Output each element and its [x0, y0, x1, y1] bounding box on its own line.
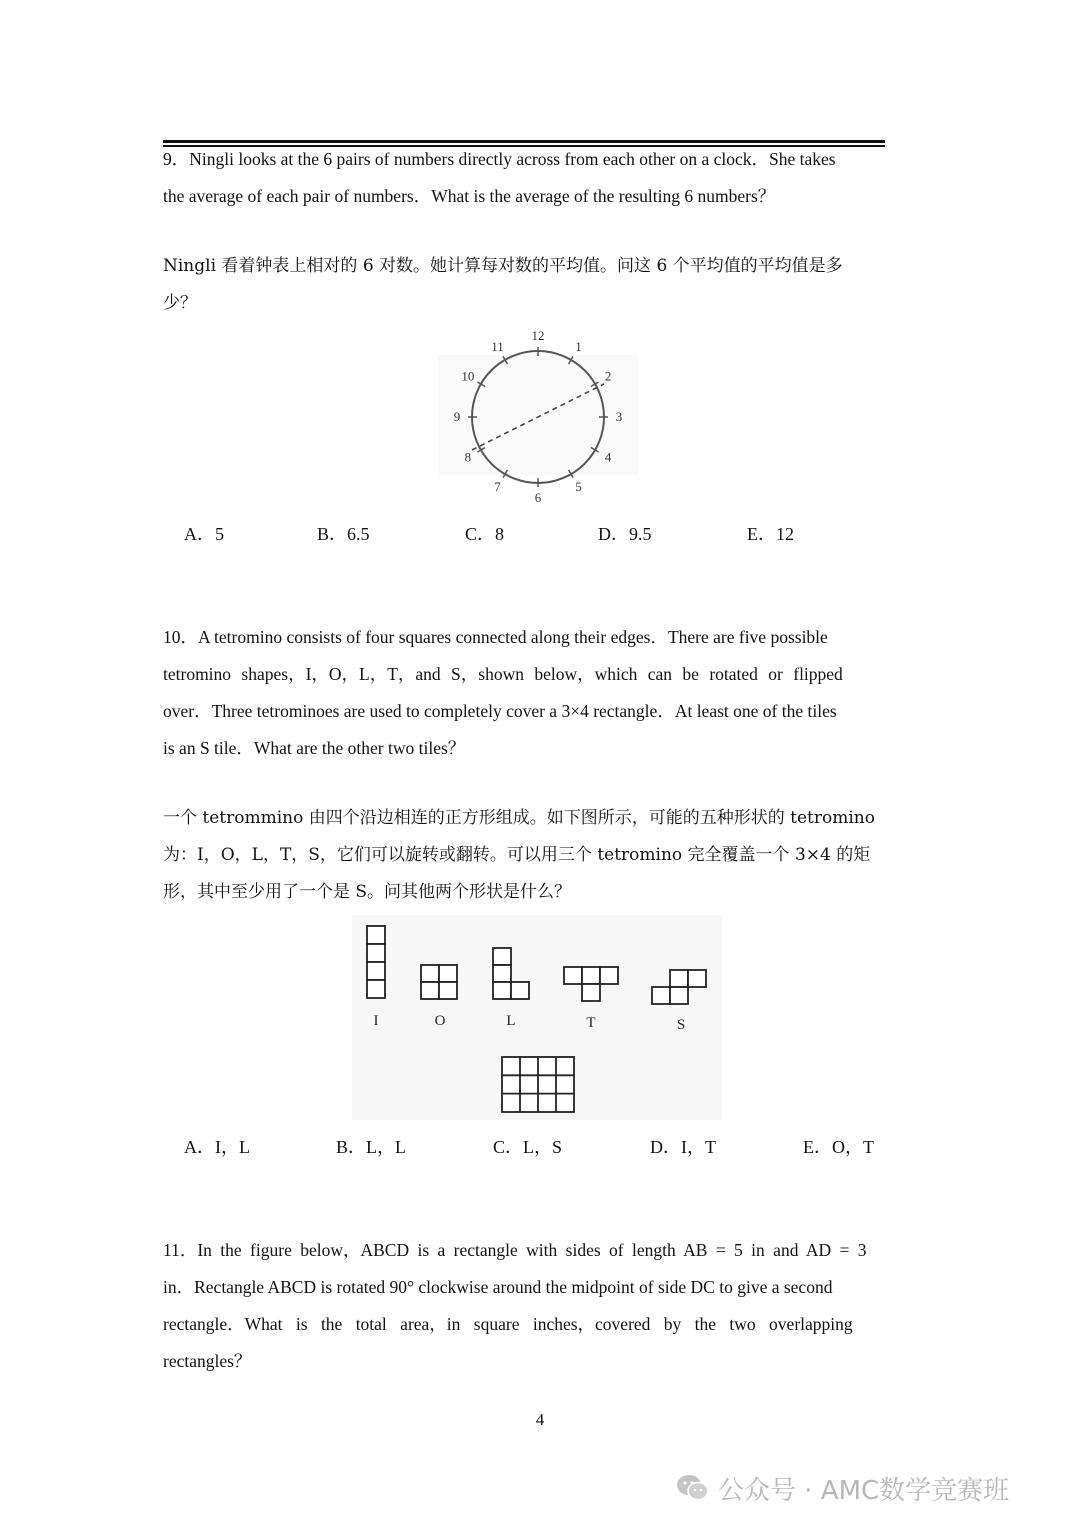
label-s: S: [676, 1017, 686, 1033]
choice-d[interactable]: D．I，T: [650, 1137, 716, 1157]
q9-english: [163, 141, 917, 215]
label-o: O: [434, 1013, 446, 1029]
q10-en-line: over．Three tetrominoes are used to completely cover a 3×4 rectangle．At least one of the tiles: [163, 701, 837, 721]
wechat-icon: [676, 1473, 710, 1503]
choice-e[interactable]: E．12: [747, 524, 794, 544]
q11-en-line: 11．In the figure below，ABCD is a rectangle with sides of length AB = 5 in and AD = 3: [163, 1240, 867, 1260]
q11-en-line: rectangles？: [163, 1351, 252, 1371]
q11-english: [163, 1232, 917, 1380]
q9-en-line: the average of each pair of numbers．What is the average of the resulting 6 numbers？: [163, 186, 776, 206]
choice-c[interactable]: C．L，S: [493, 1137, 563, 1157]
q10-zh-line: 形，其中至少用了一个是 S。问其他两个形状是什么？: [163, 882, 572, 902]
choice-c[interactable]: C．8: [465, 524, 505, 544]
clock-number: 5: [575, 479, 582, 495]
q10-zh-line: 为：I，O，L，T，S，它们可以旋转或翻转。可以用三个 tetromino 完全覆盖一个 3×4 的矩: [163, 845, 871, 865]
choice-e[interactable]: E．O，T: [803, 1137, 874, 1157]
clock-number: 12: [531, 328, 545, 343]
watermark-text: 公众号 · AMC数学竞赛班: [718, 1475, 1010, 1506]
label-l: L: [506, 1013, 516, 1029]
clock-number: 11: [491, 338, 504, 354]
tetromino-i: [367, 926, 385, 998]
q9-zh-line: 少？: [163, 293, 197, 313]
tetromino-figure: [352, 915, 722, 1120]
clock-number: 9: [453, 409, 461, 424]
clock-number: 1: [575, 338, 582, 354]
clock-number: 8: [464, 449, 472, 465]
choice-d[interactable]: D．9.5: [598, 524, 652, 544]
clock-figure: [428, 325, 648, 505]
choice-a[interactable]: A．I，L: [184, 1137, 250, 1157]
clock-number: 4: [604, 449, 612, 465]
label-i: I: [373, 1013, 379, 1029]
choice-b[interactable]: B．L，L: [336, 1137, 406, 1157]
q10-chinese: [163, 800, 917, 911]
label-t: T: [586, 1015, 596, 1031]
tetromino-o: [421, 965, 457, 999]
q10-english: [163, 619, 917, 767]
q10-en-line: tetromino shapes，I，O，L，T，and S，shown below，which can be rotated or flipped: [163, 664, 843, 684]
choice-a[interactable]: A．5: [184, 524, 224, 544]
watermark: [676, 1468, 1009, 1508]
rectangle-3x4: [502, 1057, 574, 1112]
clock-number: 3: [615, 409, 623, 424]
q10-en-line: 10．A tetromino consists of four squares connected along their edges．There are five possible: [163, 627, 828, 647]
clock-number: 10: [461, 368, 475, 384]
q11-en-line: in．Rectangle ABCD is rotated 90° clockwise around the midpoint of side DC to give a second: [163, 1277, 833, 1297]
clock-number: 2: [604, 368, 612, 384]
q9-zh-line: Ningli 看着钟表上相对的 6 对数。她计算每对数的平均值。问这 6 个平均值的平均值是多: [163, 256, 843, 276]
q9-chinese: [163, 248, 917, 322]
page-number: 4: [535, 1410, 545, 1429]
choice-b[interactable]: B．6.5: [317, 524, 370, 544]
q10-zh-line: 一个 tetrommino 由四个沿边相连的正方形组成。如下图所示，可能的五种形状的 tetromino: [163, 808, 875, 828]
q10-en-line: is an S tile．What are the other two tiles？: [163, 738, 466, 758]
q9-en-line: 9．Ningli looks at the 6 pairs of numbers directly across from each other on a clock．She takes: [163, 149, 836, 169]
q11-en-line: rectangle．What is the total area，in square inches，covered by the two overlapping: [163, 1314, 853, 1334]
clock-number: 7: [494, 479, 501, 495]
clock-number: 6: [534, 490, 542, 505]
